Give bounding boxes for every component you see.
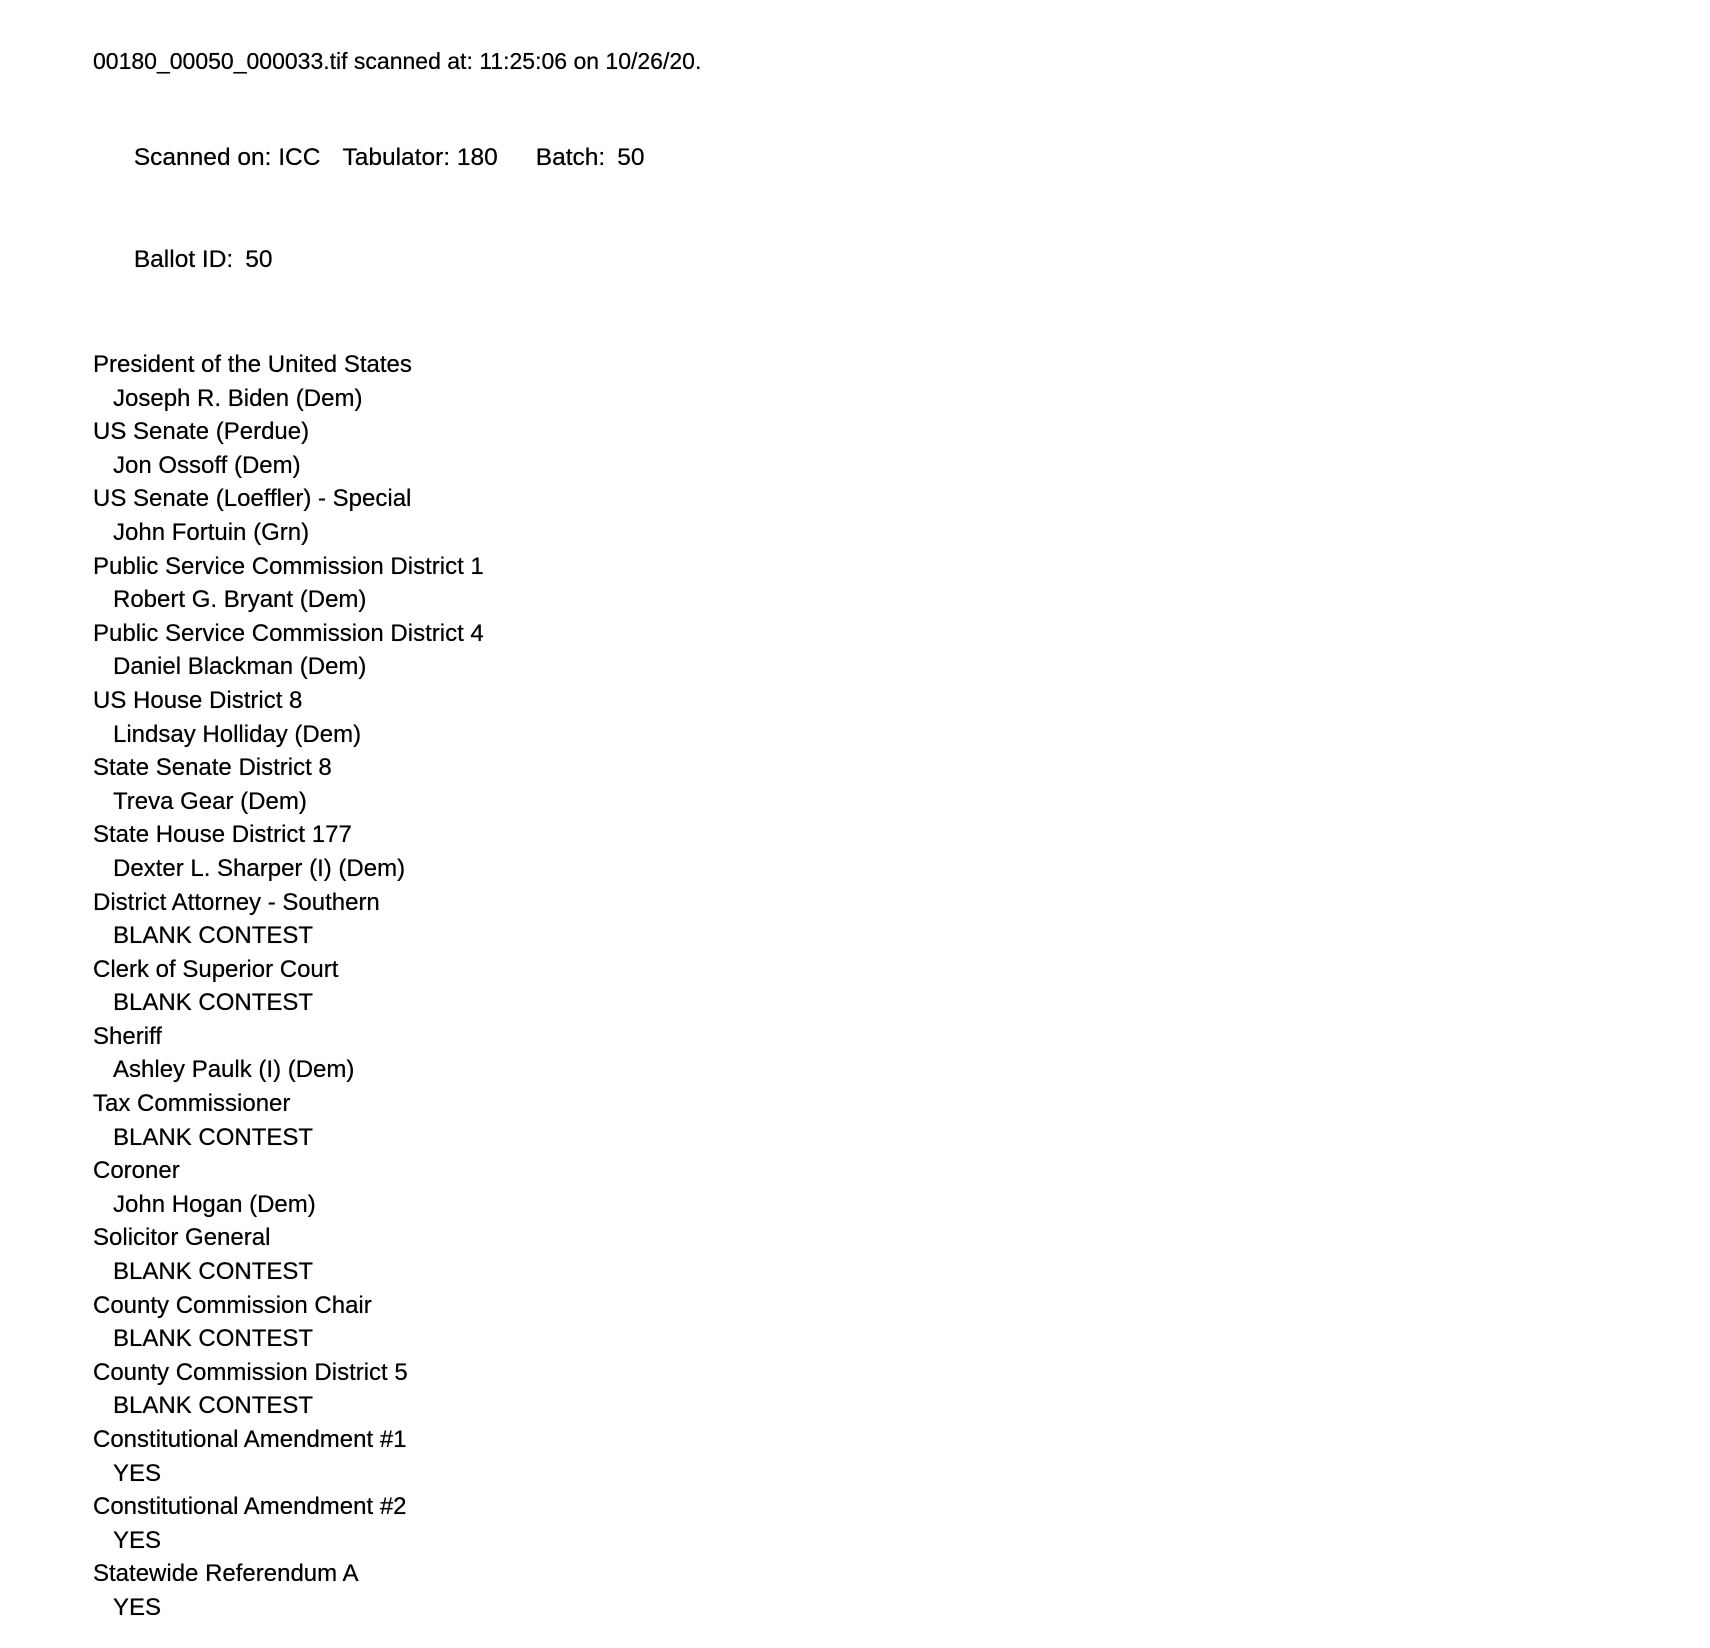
contest-selection: Treva Gear (Dem)	[113, 787, 307, 815]
contest-row	[93, 1557, 1670, 1624]
contest-row	[93, 617, 1670, 684]
contest-selection: Dexter L. Sharper (I) (Dem)	[113, 854, 406, 882]
scan-info-line	[93, 107, 1670, 209]
contest-selection: Robert G. Bryant (Dem)	[113, 586, 367, 614]
contest-row	[93, 348, 1670, 415]
contest-selection: John Hogan (Dem)	[113, 1190, 316, 1218]
contest-name: County Commission District 5	[93, 1358, 408, 1386]
contest-selection: Lindsay Holliday (Dem)	[113, 720, 362, 748]
batch-label: Batch:	[535, 144, 606, 171]
contest-name: Statewide Referendum A	[93, 1560, 359, 1588]
contest-row	[93, 1154, 1670, 1221]
contest-selection: YES	[113, 1593, 162, 1621]
contest-row	[93, 953, 1670, 1020]
contest-selection: Daniel Blackman (Dem)	[113, 653, 367, 681]
contest-name: State House District 177	[93, 821, 352, 849]
contest-row	[93, 1221, 1670, 1288]
scanned-on-value: ICC	[278, 144, 321, 171]
ballot-id-line	[93, 209, 1670, 311]
contest-selection: John Fortuin (Grn)	[113, 518, 310, 546]
contest-row	[93, 1289, 1670, 1356]
contest-row	[93, 1490, 1670, 1557]
contest-selection: BLANK CONTEST	[113, 922, 314, 950]
tabulator-value: 180	[456, 144, 498, 171]
ballot-id-label: Ballot ID:	[133, 246, 234, 273]
contest-name: Constitutional Amendment #1	[93, 1426, 407, 1453]
contest-name: Coroner	[93, 1157, 180, 1185]
contest-name: Public Service Commission District 4	[93, 619, 484, 647]
contest-row	[93, 684, 1670, 751]
contest-row	[93, 1423, 1670, 1490]
contest-list	[93, 348, 1670, 1625]
contest-name: County Commission Chair	[93, 1291, 372, 1319]
contest-row	[93, 550, 1670, 617]
contest-row	[93, 751, 1670, 818]
contest-selection: BLANK CONTEST	[113, 1123, 314, 1151]
contest-name: Clerk of Superior Court	[93, 955, 339, 983]
contest-name: Tax Commissioner	[93, 1090, 291, 1118]
contest-name: President of the United States	[93, 351, 412, 378]
contest-selection: Jon Ossoff (Dem)	[113, 451, 301, 479]
contest-selection: BLANK CONTEST	[113, 1258, 314, 1286]
contest-row	[93, 1087, 1670, 1154]
contest-row	[93, 886, 1670, 953]
contest-row	[93, 1356, 1670, 1423]
contest-row	[93, 1020, 1670, 1087]
scan-file-line: 00180_00050_000033.tif scanned at: 11:25:06 on 10/26/20.	[93, 48, 702, 74]
contest-name: US Senate (Perdue)	[93, 418, 310, 446]
contest-name: Sheriff	[93, 1022, 162, 1050]
contest-selection: Joseph R. Biden (Dem)	[113, 384, 363, 412]
contest-selection: YES	[113, 1526, 162, 1554]
contest-name: District Attorney - Southern	[93, 888, 380, 916]
contest-name: Solicitor General	[93, 1224, 271, 1252]
contest-row	[93, 482, 1670, 549]
contest-row	[93, 818, 1670, 885]
contest-name: Public Service Commission District 1	[93, 552, 484, 580]
contest-selection: BLANK CONTEST	[113, 989, 314, 1017]
contest-selection: Ashley Paulk (I) (Dem)	[113, 1056, 355, 1084]
contest-selection: BLANK CONTEST	[113, 1392, 314, 1420]
contest-row	[93, 415, 1670, 482]
contest-selection: YES	[113, 1459, 162, 1487]
contest-name: US House District 8	[93, 686, 303, 714]
scanned-on-label: Scanned on:	[133, 144, 272, 171]
batch-value: 50	[617, 144, 645, 171]
scan-meta-block	[93, 107, 1670, 311]
contest-selection: BLANK CONTEST	[113, 1325, 314, 1353]
tabulator-label: Tabulator:	[342, 144, 451, 171]
contest-name: US Senate (Loeffler) - Special	[93, 485, 412, 513]
contest-name: State Senate District 8	[93, 754, 332, 782]
ballot-id-value: 50	[245, 246, 273, 273]
contest-name: Constitutional Amendment #2	[93, 1493, 407, 1521]
